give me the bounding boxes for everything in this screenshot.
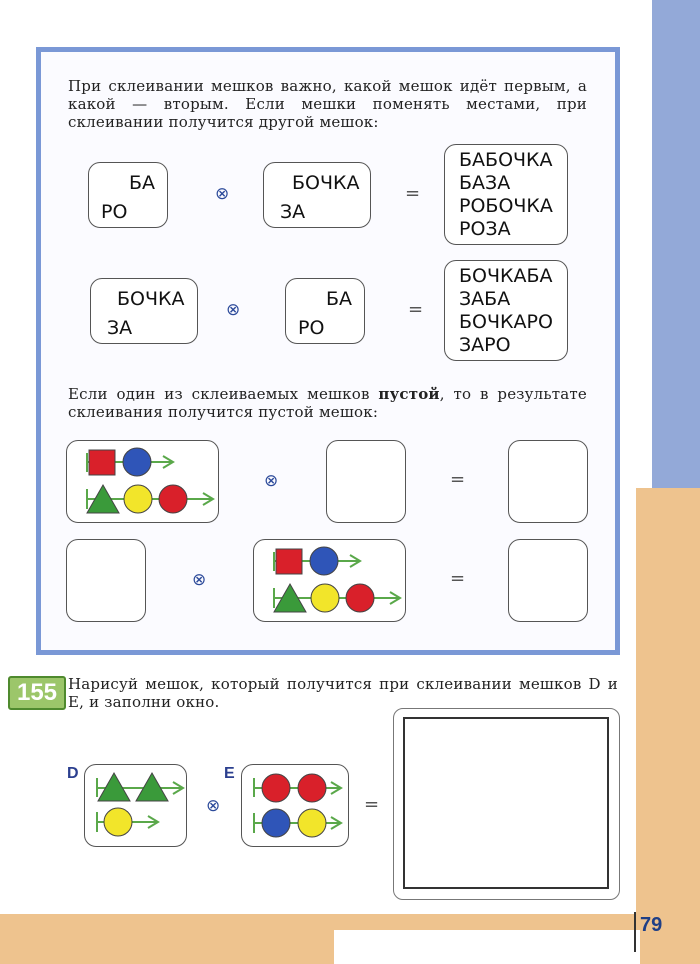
side-margin-tan	[636, 488, 700, 964]
bag-word: РО	[298, 317, 325, 339]
empty-text-after: , то в результате склеивания получится пустой мешок:	[68, 385, 587, 421]
shape-bag	[253, 539, 406, 622]
result-word: ЗАРО	[459, 334, 511, 356]
shape-chains-icon	[67, 441, 220, 524]
equals-sign: =	[408, 299, 424, 320]
bag-e-shapes-icon	[242, 765, 350, 848]
bag-e	[241, 764, 349, 847]
glue-operator: ⊗	[192, 570, 207, 590]
glue-operator: ⊗	[264, 471, 279, 491]
equals-sign: =	[364, 794, 380, 815]
empty-result-bag	[508, 440, 588, 523]
glue-operator: ⊗	[226, 300, 241, 320]
bag-word: ЗА	[107, 317, 133, 339]
glue-operator: ⊗	[215, 184, 230, 204]
result-word: БОЧКАРО	[459, 311, 553, 333]
page-number: 79	[640, 914, 663, 936]
glue-operator: ⊗	[206, 796, 221, 816]
shape-chains-icon	[254, 540, 407, 623]
bag-bochka-za	[263, 162, 371, 228]
intro-paragraph: При склеивании мешков важно, какой мешок идёт первым, а какой — вторым. Если мешки поменять местами, при склеивании получится другой мешок:	[68, 77, 587, 131]
empty-result-bag	[508, 539, 588, 622]
bag-ba-ro	[88, 162, 168, 228]
bag-word: БОЧКА	[292, 172, 360, 194]
equals-sign: =	[405, 183, 421, 204]
empty-bag	[326, 440, 406, 523]
bag-bochka-za	[90, 278, 198, 344]
bag-word: БА	[326, 288, 353, 310]
result-word: ЗАБА	[459, 288, 511, 310]
answer-window[interactable]	[403, 717, 609, 889]
result-bag-2	[444, 260, 568, 361]
result-word: БАБОЧКА	[459, 149, 553, 171]
result-word: БОЧКАБА	[459, 265, 553, 287]
bag-d-shapes-icon	[85, 765, 188, 848]
bag-d-label: D	[67, 765, 79, 782]
task-number-badge: 155	[8, 676, 66, 710]
empty-bag	[66, 539, 146, 622]
empty-text-before: Если один из склеиваемых мешков	[68, 385, 379, 403]
result-bag-1	[444, 144, 568, 245]
empty-bag-paragraph	[68, 385, 587, 421]
task-text: Нарисуй мешок, который получится при склеивании мешков D и E, и заполни окно.	[68, 675, 618, 711]
bag-ba-ro	[285, 278, 365, 344]
result-word: РОБОЧКА	[459, 195, 553, 217]
bag-word: БОЧКА	[117, 288, 185, 310]
bottom-margin-white	[334, 930, 640, 964]
side-margin-blue	[652, 0, 700, 488]
empty-text-bold: пустой	[378, 385, 440, 403]
bag-word: ЗА	[280, 201, 306, 223]
bag-word: РО	[101, 201, 128, 223]
result-word: РОЗА	[459, 218, 511, 240]
page-number-rule	[634, 912, 636, 952]
bag-d	[84, 764, 187, 847]
equals-sign: =	[450, 469, 466, 490]
equals-sign: =	[450, 568, 466, 589]
shape-bag	[66, 440, 219, 523]
bag-word: БА	[129, 172, 156, 194]
bag-e-label: E	[224, 765, 235, 782]
result-word: БАЗА	[459, 172, 511, 194]
